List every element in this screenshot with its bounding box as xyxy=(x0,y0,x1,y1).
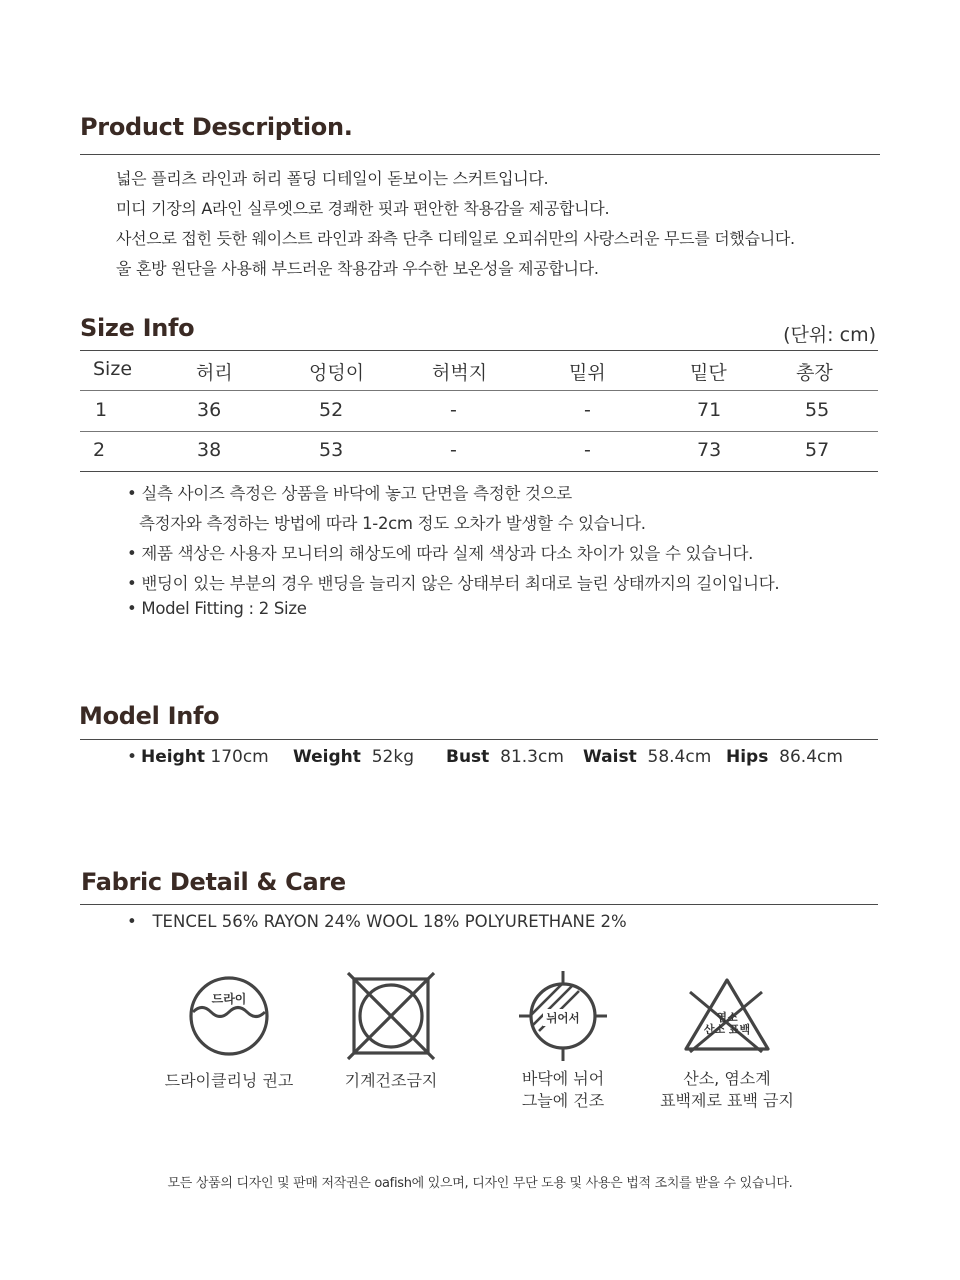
header-cell: Size xyxy=(93,358,133,380)
bullet: • xyxy=(127,747,138,767)
care-label-line: 산소, 염소계 xyxy=(683,1069,771,1088)
measure-label: Bust xyxy=(446,747,490,767)
row-divider xyxy=(80,431,878,432)
note-line: • 밴딩이 있는 부분의 경우 밴딩을 늘리지 않은 상태부터 최대로 늘린 상태까지의 길이입니다. xyxy=(127,574,780,593)
icon-caption: 드라이 xyxy=(211,992,247,1006)
note-line: 측정자와 측정하는 방법에 따라 1-2cm 정도 오차가 발생할 수 있습니다. xyxy=(139,514,646,533)
table-cell: 1 xyxy=(95,399,108,421)
unit-label: (단위: cm) xyxy=(783,324,876,346)
care-label-line: 그늘에 건조 xyxy=(521,1091,605,1110)
description-line: 사선으로 접힌 듯한 웨이스트 라인과 좌측 단추 디테일로 오피쉬만의 사랑스러운 무드를 더했습니다. xyxy=(116,229,795,248)
table-cell: 2 xyxy=(93,439,106,461)
table-cell: 52 xyxy=(319,399,344,421)
table-top-rule xyxy=(80,350,878,351)
table-cell: 36 xyxy=(197,399,222,421)
header-cell: 밑위 xyxy=(569,362,606,384)
dry-flat-shade-icon xyxy=(517,969,609,1063)
table-cell: 38 xyxy=(197,439,222,461)
table-bottom-rule xyxy=(80,471,878,472)
description-line: 울 혼방 원단을 사용해 부드러운 착용감과 우수한 보온성을 제공합니다. xyxy=(116,259,599,278)
size-info-heading: Size Info xyxy=(80,314,195,342)
fabric-composition: • TENCEL 56% RAYON 24% WOOL 18% POLYURETHANE 2% xyxy=(127,912,627,931)
measure-value: 52kg xyxy=(371,747,414,767)
care-label xyxy=(647,1068,807,1112)
header-cell: 허벅지 xyxy=(432,362,488,384)
model-bust xyxy=(446,747,564,767)
measure-label: Hips xyxy=(726,747,769,767)
header-cell: 밑단 xyxy=(690,362,727,384)
care-label-line: 바닥에 뉘어 xyxy=(521,1069,605,1088)
model-info-heading: Model Info xyxy=(79,702,220,730)
measure-label: Waist xyxy=(583,747,637,767)
measure-value: 170cm xyxy=(210,747,269,767)
table-cell: - xyxy=(584,439,591,461)
model-weight xyxy=(293,747,414,767)
table-cell: - xyxy=(450,399,457,421)
copyright-notice: 모든 상품의 디자인 및 판매 저작권은 oafish에 있으며, 디자인 무단 도용 및 사용은 법적 조치를 받을 수 있습니다. xyxy=(167,1176,793,1191)
table-cell: - xyxy=(450,439,457,461)
table-cell: 57 xyxy=(805,439,830,461)
description-line: 넓은 플리츠 라인과 허리 폴딩 디테일이 돋보이는 스커트입니다. xyxy=(116,169,549,188)
model-hips xyxy=(726,747,843,767)
header-cell: 엉덩이 xyxy=(309,362,365,384)
note-line: • Model Fitting : 2 Size xyxy=(127,599,307,618)
care-label xyxy=(149,1068,309,1091)
table-cell: 73 xyxy=(697,439,722,461)
table-cell: 53 xyxy=(319,439,344,461)
header-cell: 총장 xyxy=(796,362,833,384)
section-divider xyxy=(80,904,878,905)
model-height xyxy=(141,747,269,767)
care-label-line: 기계건조금지 xyxy=(344,1071,438,1090)
care-label xyxy=(483,1068,643,1112)
description-line: 미디 기장의 A라인 실루엣으로 경쾌한 핏과 편안한 착용감을 제공합니다. xyxy=(116,199,610,218)
measure-value: 86.4cm xyxy=(779,747,843,767)
care-label xyxy=(311,1068,471,1091)
icon-caption: 산소 표백 xyxy=(703,1023,751,1036)
care-label-line: 드라이클리닝 권고 xyxy=(164,1071,294,1090)
note-line: • 실측 사이즈 측정은 상품을 바닥에 놓고 단면을 측정한 것으로 xyxy=(127,484,572,503)
table-cell: 55 xyxy=(805,399,830,421)
measure-label: Weight xyxy=(293,747,361,767)
care-label-line: 표백제로 표백 금지 xyxy=(660,1091,794,1110)
measure-value: 81.3cm xyxy=(500,747,564,767)
section-divider xyxy=(80,739,878,740)
product-description-heading: Product Description. xyxy=(80,113,353,141)
no-tumble-dry-icon xyxy=(345,971,437,1061)
table-cell: - xyxy=(584,399,591,421)
fabric-care-heading: Fabric Detail & Care xyxy=(81,868,346,896)
note-line: • 제품 색상은 사용자 모니터의 해상도에 따라 실제 색상과 다소 차이가 있을 수 있습니다. xyxy=(127,544,754,563)
no-bleach-icon xyxy=(680,974,774,1054)
icon-caption: 뉘어서 xyxy=(546,1011,580,1025)
header-cell: 허리 xyxy=(196,362,233,384)
row-divider xyxy=(80,390,878,391)
model-waist xyxy=(583,747,711,767)
measure-value: 58.4cm xyxy=(647,747,712,767)
icon-caption: 염소 xyxy=(716,1011,738,1024)
section-divider xyxy=(80,154,880,155)
dry-clean-icon xyxy=(188,975,270,1057)
table-cell: 71 xyxy=(697,399,722,421)
measure-label: Height xyxy=(141,747,205,767)
